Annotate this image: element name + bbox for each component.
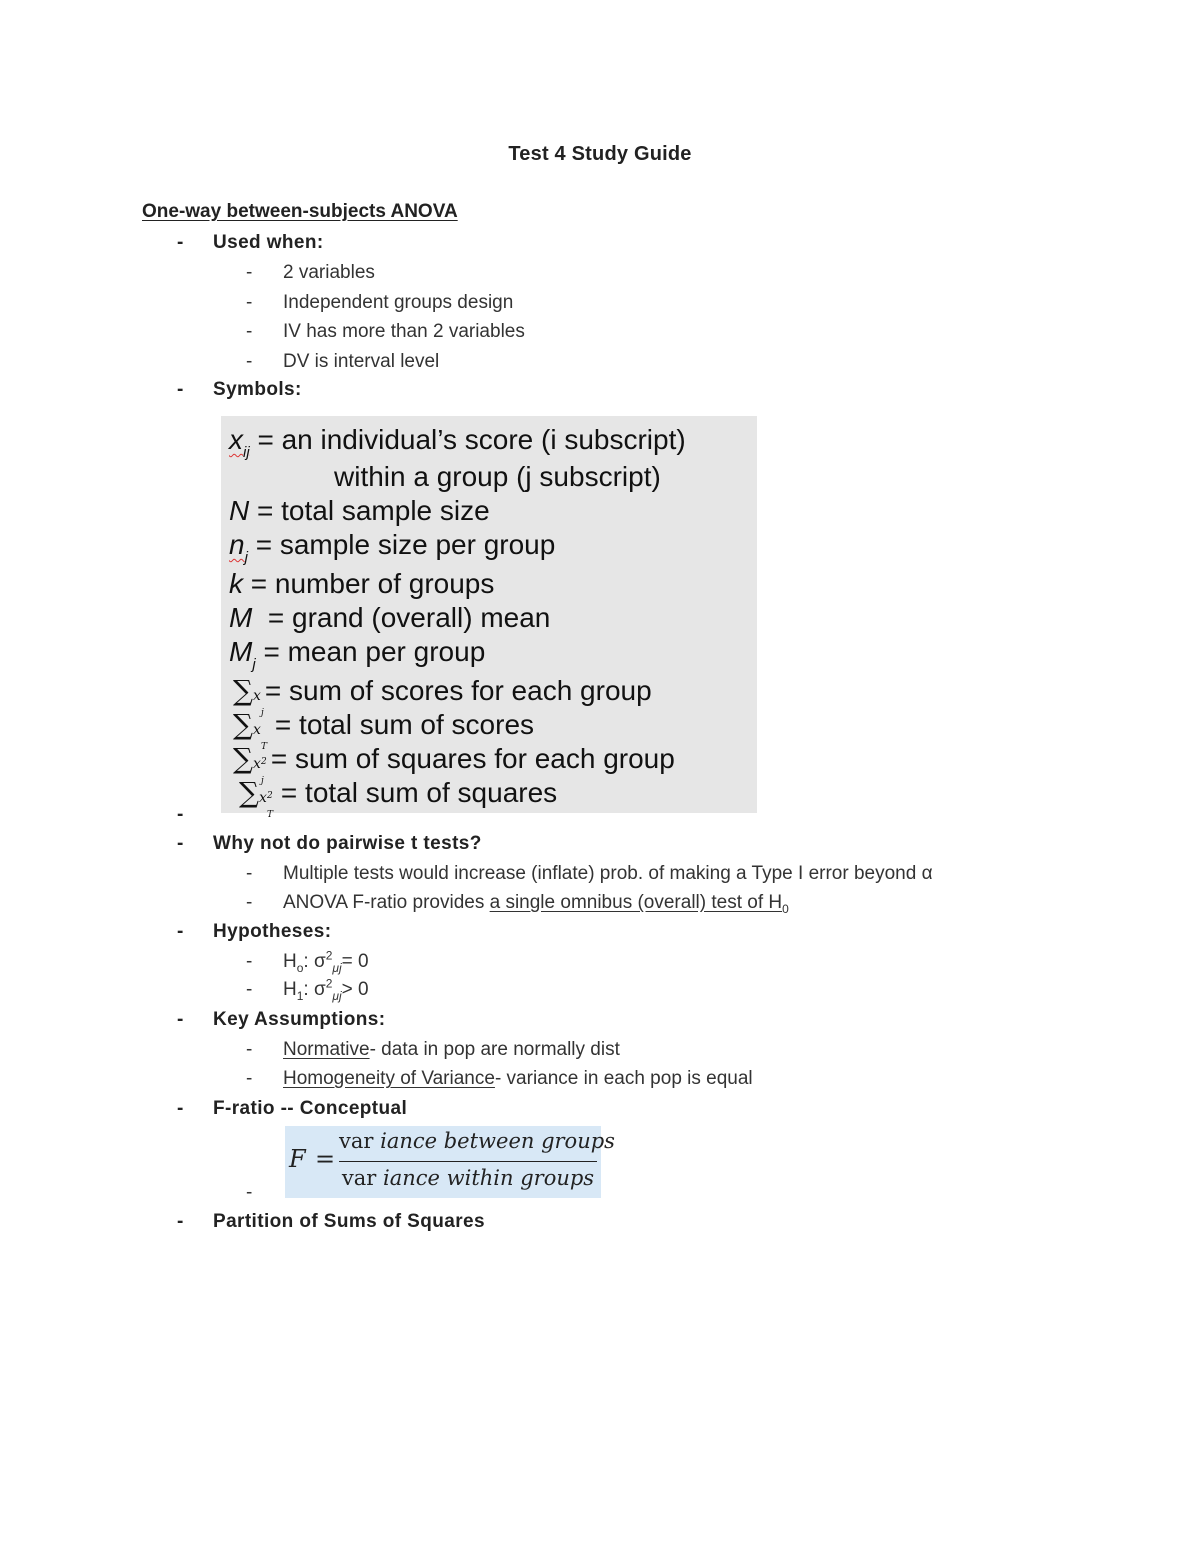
symbol-row: ∑x T = total sum of scores xyxy=(233,708,535,752)
symbol-row: $n_j$ = sample size per group xyxy=(229,529,556,566)
fraction-bar xyxy=(339,1161,597,1162)
symbol-row: N = total sample size xyxy=(229,495,490,526)
fratio-formula: F = var iance between groups var iance within groups xyxy=(285,1126,601,1198)
hypotheses-label: Hypotheses: xyxy=(213,921,332,942)
symbol-row: ∑x 2 T = total sum of squares xyxy=(239,776,558,820)
fratio-numerator: var iance between groups xyxy=(339,1129,615,1153)
fratio-denominator: var iance within groups xyxy=(341,1166,595,1190)
symbol-row: ∑x 2 j = sum of squares for each group xyxy=(233,742,675,786)
pairwise-label: Why not do pairwise t tests? xyxy=(213,833,482,854)
symbols-image xyxy=(221,416,757,820)
assumptions-label: Key Assumptions: xyxy=(213,1009,386,1030)
symbols-label: Symbols: xyxy=(213,379,302,400)
partition-label: Partition of Sums of Squares xyxy=(213,1211,485,1232)
symbol-row: k = number of groups xyxy=(229,568,495,599)
symbol-row: within a group (j subscript) xyxy=(334,461,661,492)
used-when-label: Used when: xyxy=(213,232,324,253)
symbol-row: $M_j$ = mean per group xyxy=(229,636,486,673)
symbol-row: M = grand (overall) mean xyxy=(229,602,551,633)
symbol-row: ∑x j = sum of scores for each group xyxy=(233,674,652,718)
section-heading: One-way between-subjects ANOVA xyxy=(142,201,458,222)
fratio-label: F-ratio -- Conceptual xyxy=(213,1098,408,1119)
page-title: Test 4 Study Guide xyxy=(508,143,692,165)
document-page: Test 4 Study Guide One-way between-subjects ANOVA - Used when: - 2 variables - Independent groups design - IV has more than 2 variables - DV is interval level - Symbols: $x_{ij}$ = an individual’s score (i subscript) within a group (j subscript) N = total sample size $n_j$ = sample size per group k = number of groups M = grand (overall) mean $M_j$ = mean per group ∑x j = sum of scores for each group ∑x T = total sum of scores ∑x 2 j = sum of squares for each group ∑x 2 T = total sum of squares - - Why not do pairwise t tests? - Multiple tests would increase (inflate) prob. of making a Type I error beyond α - ANOVA F-ratio provides a single omnibus (overall) test of $H_0$ - Hypotheses: - $H_o$: $\sigma^2_{\mu j}= 0$ - $H_1$: $\sigma^2_{\mu j}> 0$ - Key Assumptions: - Normative- data in pop are normally dist - Homogeneity of Variance- variance in each pop is equal - F-ratio -- Conceptual F = var iance between groups var iance within groups - - Partition of Sums of Squares xyxy=(0,0,1200,1553)
symbol-row: $x_{ij}$ = an individual’s score (i subscript) xyxy=(229,424,686,461)
